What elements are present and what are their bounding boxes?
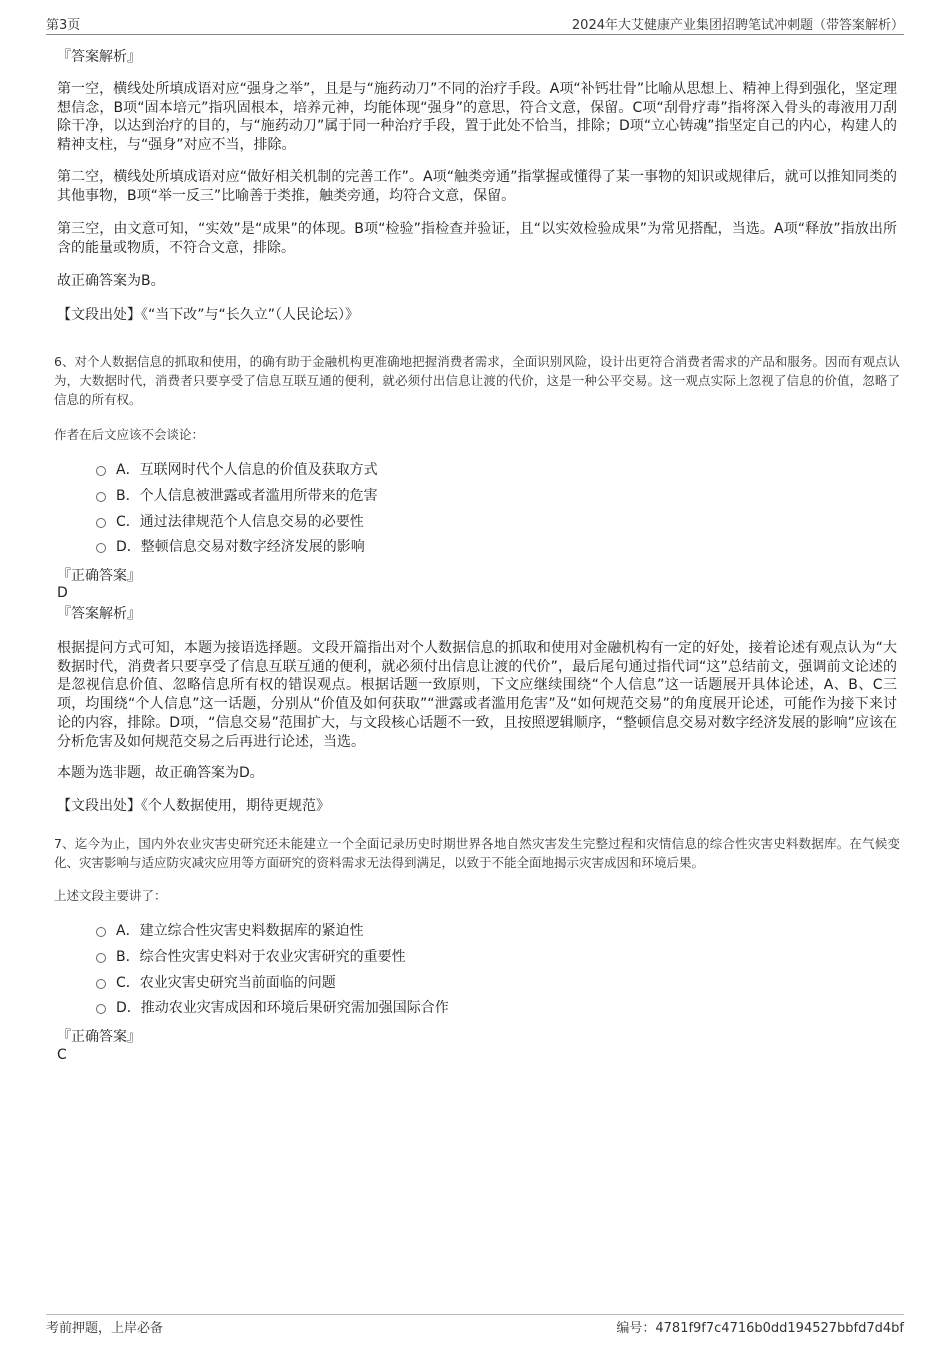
q6-option-d[interactable]	[96, 537, 365, 557]
q7-option-d[interactable]	[96, 998, 449, 1018]
q6-answer: D	[57, 585, 68, 601]
q6-analysis-tag: 『答案解析』	[57, 606, 141, 622]
radio-icon[interactable]	[96, 979, 106, 989]
option-label: C．农业灾害史研究当前面临的问题	[116, 975, 336, 991]
document-title: 2024年大艾健康产业集团招聘笔试冲刺题（带答案解析）	[571, 18, 904, 33]
q6-option-c[interactable]	[96, 512, 364, 532]
radio-icon[interactable]	[96, 543, 106, 553]
q6-option-b[interactable]	[96, 486, 378, 506]
q5-analysis-tag: 『答案解析』	[57, 49, 141, 65]
q7-option-b[interactable]	[96, 947, 406, 967]
q5-analysis-paragraph-3: 第三空，由文意可知，“实效”是“成果”的体现。B项“检验”指检查并验证，且“以实效检验成果”为常见搭配，当选。A项“释放”指放出所含的能量或物质，不符合文意，排除。	[57, 221, 897, 256]
radio-icon[interactable]	[96, 1004, 106, 1014]
page-footer	[46, 1314, 904, 1335]
document-code: 编号：4781f9f7c4716b0dd194527bbfd7d4bf	[616, 1321, 904, 1336]
q5-conclusion: 故正确答案为B。	[57, 273, 165, 289]
q5-analysis-paragraph-1: 第一空，横线处所填成语对应“强身之举”，且是与“施药动刀”不同的治疗手段。A项“补钙壮骨”比喻从思想上、精神上得到强化，坚定理想信念，B项“固本培元”指巩固根本，培养元神，均能体现“强身”的意思，符合文意，保留。C项“刮骨疗毒”指将深入骨头的毒液用刀刮除干净，以达到治疗的目的，与“施药动刀”属于同一种治疗手段，置于此处不恰当，排除；D项“立心铸魂”指坚定自己的内心，构建人的精神支柱，与“强身”对应不当，排除。	[57, 81, 897, 154]
radio-icon[interactable]	[96, 466, 106, 476]
radio-icon[interactable]	[96, 953, 106, 963]
page-header	[46, 14, 904, 35]
option-label: A．互联网时代个人信息的价值及获取方式	[116, 462, 378, 478]
q6-correct-tag: 『正确答案』	[57, 568, 141, 584]
q6-conclusion: 本题为选非题，故正确答案为D。	[57, 765, 264, 781]
radio-icon[interactable]	[96, 927, 106, 937]
q7-option-a[interactable]	[96, 921, 364, 941]
radio-icon[interactable]	[96, 492, 106, 502]
q6-analysis: 根据提问方式可知，本题为接语选择题。文段开篇指出对个人数据信息的抓取和使用对金融机构有一定的好处，接着论述有观点认为“大数据时代，消费者只要享受了信息互联互通的便利，就必须付出信息让渡的代价”，最后尾句通过指代词“这”总结前文，强调前文论述的是忽视信息价值、忽略信息所有权的错误观点。根据话题一致原则，下文应继续围绕“个人信息”这一话题展开具体论述，A、B、C三项，均围绕“个人信息”这一话题，分别从“价值及如何获取”“泄露或者滥用危害”及“如何规范交易”的角度展开论述，可能作为接下来讨论的内容，排除。D项，“信息交易”范围扩大，与文段核心话题不一致，且按照逻辑顺序，“整顿信息交易对数字经济发展的影响”应该在分析危害及如何规范交易之后再进行论述，当选。	[57, 640, 897, 750]
page-number: 第3页	[46, 18, 81, 33]
q7-prompt: 上述文段主要讲了：	[54, 888, 167, 903]
q7-question: 7、迄今为止，国内外农业灾害史研究还未能建立一个全面记录历史时期世界各地自然灾害发生完整过程和灾情信息的综合性灾害史料数据库。在气候变化、灾害影响与适应防灾减灾应用等方面研究的资料需求无法得到满足，以致于不能全面地揭示灾害成因和环境后果。	[54, 836, 900, 870]
q6-option-a[interactable]	[96, 460, 378, 480]
option-label: D．整顿信息交易对数字经济发展的影响	[116, 539, 365, 555]
footer-slogan: 考前押题，上岸必备	[46, 1321, 164, 1336]
q6-question: 6、对个人数据信息的抓取和使用，的确有助于金融机构更准确地把握消费者需求，全面识别风险，设计出更符合消费者需求的产品和服务。因而有观点认为，大数据时代，消费者只要享受了信息互联互通的便利，就必须付出信息让渡的代价，这是一种公平交易。这一观点实际上忽视了信息的价值，忽略了信息的所有权。	[54, 354, 900, 407]
option-label: D．推动农业灾害成因和环境后果研究需加强国际合作	[116, 1000, 449, 1016]
option-label: B．综合性灾害史料对于农业灾害研究的重要性	[116, 949, 406, 965]
option-label: C．通过法律规范个人信息交易的必要性	[116, 514, 364, 530]
q7-option-c[interactable]	[96, 973, 336, 993]
option-label: B．个人信息被泄露或者滥用所带来的危害	[116, 488, 378, 504]
q5-analysis-paragraph-2: 第二空，横线处所填成语对应“做好相关机制的完善工作”。A项“触类旁通”指掌握或懂得了某一事物的知识或规律后，就可以推知同类的其他事物，B项“举一反三”比喻善于类推，触类旁通，均符合文意，保留。	[57, 169, 897, 204]
q7-answer: C	[57, 1047, 67, 1063]
q6-prompt: 作者在后文应该不会谈论：	[54, 427, 205, 442]
q7-correct-tag: 『正确答案』	[57, 1029, 141, 1045]
q5-source: 【文段出处】《“当下改”与“长久立”（人民论坛）》	[57, 307, 360, 323]
option-label: A．建立综合性灾害史料数据库的紧迫性	[116, 923, 364, 939]
q6-source: 【文段出处】《个人数据使用，期待更规范》	[57, 798, 330, 814]
radio-icon[interactable]	[96, 518, 106, 528]
